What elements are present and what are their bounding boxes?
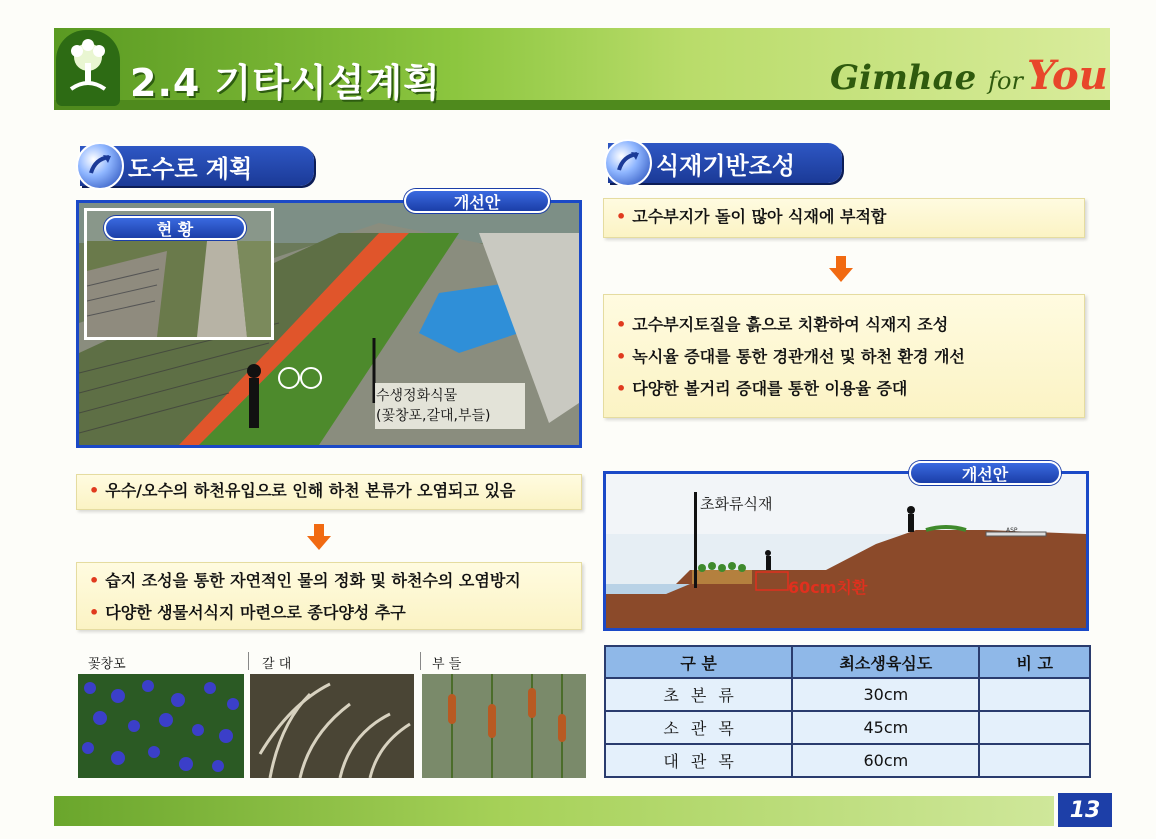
table-header-depth: 최소생육심도 — [792, 646, 979, 678]
left-solution-2-label: 다양한 생물서식지 마련으로 종다양성 추구 — [105, 603, 406, 622]
table-row — [605, 744, 1090, 777]
right-solution-2: • 녹시율 증대를 통한 경관개선 및 하천 환경 개선 — [616, 347, 965, 366]
table-cell-kind: 대관목 — [605, 744, 792, 777]
iris-photo — [78, 674, 244, 778]
brand-for: for — [988, 67, 1023, 95]
tree-logo-icon — [56, 30, 120, 106]
tag-diagram-improvement: 개선안 — [909, 461, 1061, 485]
right-problem-label: 고수부지가 돌이 많아 식재에 부적합 — [632, 207, 887, 226]
section-title-planting-base — [608, 143, 842, 183]
right-solutions-box — [603, 294, 1085, 418]
gimhae-brand-logo — [830, 52, 1108, 99]
left-problem-box — [76, 474, 582, 510]
footer-bar — [54, 796, 1054, 826]
brand-you: You — [1026, 52, 1108, 99]
right-problem-box — [603, 198, 1085, 238]
section-title-watercourse — [80, 146, 314, 186]
right-solution-3-label: 다양한 볼거리 증대를 통한 이용율 증대 — [632, 379, 908, 398]
tag-current-state: 현 황 — [104, 216, 246, 240]
table-cell-depth: 30cm — [792, 678, 979, 711]
plant-label-reed: 갈 대 — [262, 657, 292, 672]
section-title-text: 식재기반조성 — [656, 151, 796, 180]
cattail-photo — [422, 674, 586, 778]
table-row — [605, 678, 1090, 711]
table-cell-kind: 초본류 — [605, 678, 792, 711]
plant-separator — [248, 652, 249, 670]
page-title: 2.4 기타시설계획 — [130, 61, 441, 105]
arrow-circle-icon — [604, 139, 652, 187]
diagram-label-planting: 초화류식재 — [700, 495, 773, 513]
left-problem-text: • 우수/오수의 하천유입으로 인해 하천 본류가 오염되고 있음 — [89, 481, 516, 500]
table-cell-note — [979, 678, 1090, 711]
right-problem-text: • 고수부지가 돌이 많아 식재에 부적합 — [616, 207, 887, 226]
diagram-label-depth: 60cm치환 — [788, 578, 868, 597]
table-cell-depth: 60cm — [792, 744, 979, 777]
brand-main: Gimhae — [830, 58, 977, 98]
left-solutions-box — [76, 562, 582, 630]
right-solution-1: • 고수부지토질을 흙으로 치환하여 식재지 조성 — [616, 315, 949, 334]
planting-section-diagram — [603, 471, 1089, 631]
table-header-row — [605, 646, 1090, 678]
arrow-circle-icon — [76, 142, 124, 190]
left-problem-label: 우수/오수의 하천유입으로 인해 하천 본류가 오염되고 있음 — [105, 481, 516, 500]
right-solution-3: • 다양한 볼거리 증대를 통한 이용율 증대 — [616, 379, 908, 398]
left-solution-1: • 습지 조성을 통한 자연적인 물의 정화 및 하천수의 오염방지 — [89, 571, 521, 590]
plant-separator — [420, 652, 421, 670]
left-solution-1-label: 습지 조성을 통한 자연적인 물의 정화 및 하천수의 오염방지 — [105, 571, 521, 590]
tag-improvement-plan: 개선안 — [404, 189, 550, 213]
plant-label-iris: 꽃창포 — [88, 657, 126, 672]
table-header-category: 구 분 — [605, 646, 792, 678]
plant-callout — [376, 386, 491, 426]
plant-callout-line1: 수생정화식물 — [376, 388, 458, 404]
reed-photo — [250, 674, 414, 778]
right-solution-2-label: 녹시율 증대를 통한 경관개선 및 하천 환경 개선 — [632, 347, 965, 366]
table-cell-kind: 소관목 — [605, 711, 792, 744]
section-title-text: 도수로 계획 — [128, 154, 253, 183]
diagram-label-asp: ASP — [1006, 527, 1018, 534]
table-cell-note — [979, 711, 1090, 744]
table-header-note: 비 고 — [979, 646, 1090, 678]
min-growth-depth-table — [604, 645, 1091, 778]
left-solution-2: • 다양한 생물서식지 마련으로 종다양성 추구 — [89, 603, 406, 622]
table-cell-note — [979, 744, 1090, 777]
right-solution-1-label: 고수부지토질을 흙으로 치환하여 식재지 조성 — [632, 315, 949, 334]
table-row — [605, 711, 1090, 744]
table-cell-depth: 45cm — [792, 711, 979, 744]
plant-label-cattail: 부 들 — [432, 657, 462, 672]
plant-callout-line2: (꽃창포,갈대,부들) — [376, 408, 491, 424]
page-number: 13 — [1058, 793, 1112, 827]
